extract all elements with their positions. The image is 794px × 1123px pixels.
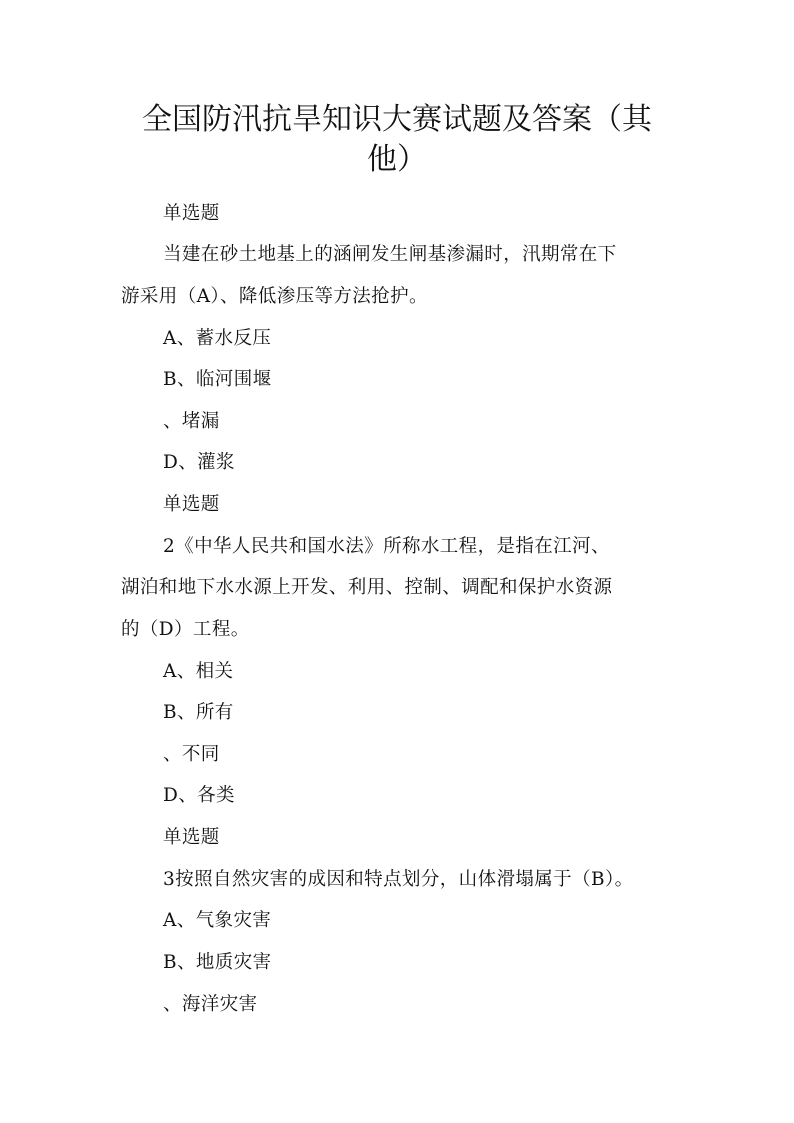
question-3-option-b: B、地质灾害 bbox=[163, 952, 272, 973]
question-2-stem-line-1: 2《中华人民共和国水法》所称水工程，是指在江河、 bbox=[163, 536, 610, 557]
question-1-option-a: A、蓄水反压 bbox=[163, 328, 272, 349]
title-line-2: 他） bbox=[367, 142, 427, 177]
question-2-option-b: B、所有 bbox=[163, 702, 234, 723]
question-3-type: 单选题 bbox=[163, 827, 220, 848]
question-2-option-a: A、相关 bbox=[163, 661, 234, 682]
question-1-option-b: B、临河围堰 bbox=[163, 369, 272, 390]
question-3-option-c: 、海洋灾害 bbox=[163, 994, 258, 1015]
question-3-option-a: A、气象灾害 bbox=[163, 910, 272, 931]
question-2-stem-line-3: 的（D）工程。 bbox=[121, 619, 250, 640]
question-1-type: 单选题 bbox=[163, 203, 220, 224]
question-1-option-c: 、堵漏 bbox=[163, 411, 220, 432]
question-2-option-d: D、各类 bbox=[163, 785, 235, 806]
document-title bbox=[100, 100, 694, 180]
question-1-stem-line-2: 游采用（A）、降低渗压等方法抢护。 bbox=[121, 286, 428, 307]
question-2-type: 单选题 bbox=[163, 494, 220, 515]
question-1-stem-line-1: 当建在砂土地基上的涵闸发生闸基渗漏时，汛期常在下 bbox=[163, 244, 617, 265]
title-line-1: 全国防汛抗旱知识大赛试题及答案（其 bbox=[142, 102, 652, 137]
question-3-stem-line-1: 3按照自然灾害的成因和特点划分，山体滑塌属于（B）。 bbox=[163, 869, 634, 890]
question-1-option-d: D、灌浆 bbox=[163, 452, 235, 473]
question-2-stem-line-2: 湖泊和地下水水源上开发、利用、控制、调配和保护水资源 bbox=[121, 577, 613, 598]
question-2-option-c: 、不同 bbox=[163, 744, 220, 765]
